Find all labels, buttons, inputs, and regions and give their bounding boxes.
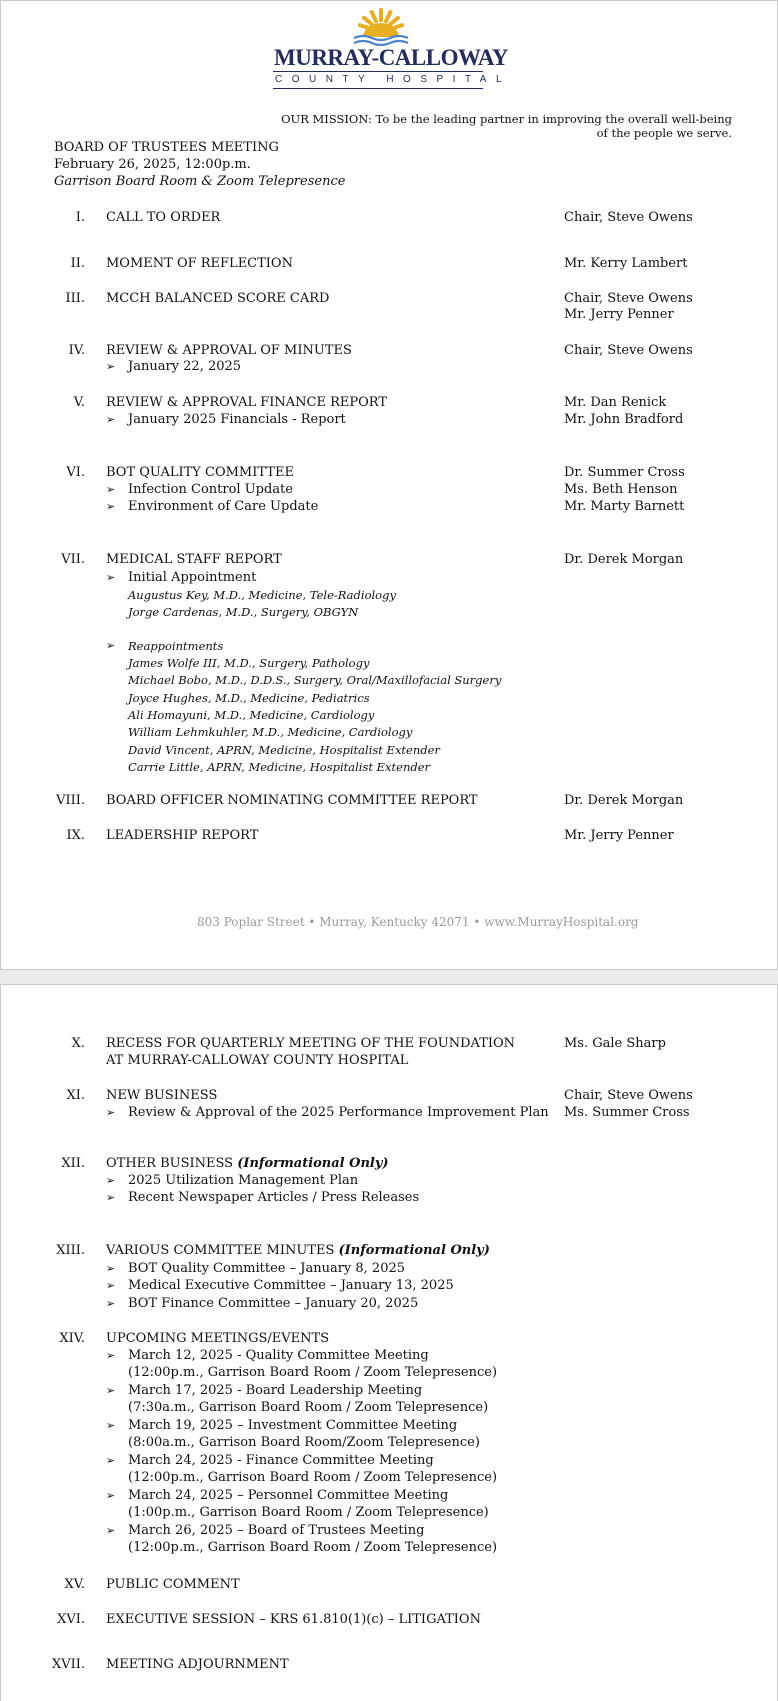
event-detail: (8:00a.m., Garrison Board Room/Zoom Telepresence) [128, 1435, 480, 1450]
item-number: III. [65, 291, 85, 306]
informational-note: (Informational Only) [338, 1243, 490, 1258]
sub-item: January 2025 Financials - Report [128, 412, 346, 427]
presenter: Ms. Summer Cross [564, 1105, 690, 1120]
physician-entry: Michael Bobo, M.D., D.D.S., Surgery, Oral/Maxillofacial Surgery [128, 673, 502, 687]
sub-item: Review & Approval of the 2025 Performance Improvement Plan [128, 1105, 549, 1120]
presenter: Ms. Beth Henson [564, 482, 678, 497]
bullet-arrow-icon: ➢ [106, 1489, 116, 1502]
item-number: XIII. [56, 1243, 85, 1258]
event-detail: (12:00p.m., Garrison Board Room / Zoom Telepresence) [128, 1540, 498, 1555]
logo-rule [273, 71, 483, 72]
presenter: Mr. Dan Renick [564, 395, 667, 410]
agenda-item-title: RECESS FOR QUARTERLY MEETING OF THE FOUNDATION [106, 1036, 516, 1051]
agenda-item-title [106, 1156, 389, 1172]
sub-item: Reappointments [128, 639, 224, 653]
sub-item: Recent Newspaper Articles / Press Releases [128, 1190, 420, 1205]
agenda-item-title: LEADERSHIP REPORT [106, 828, 259, 843]
event-detail: (12:00p.m., Garrison Board Room / Zoom Telepresence) [128, 1470, 498, 1485]
physician-entry: James Wolfe III, M.D., Surgery, Pathology [128, 656, 370, 670]
title-text: OTHER BUSINESS [106, 1156, 234, 1171]
item-number: II. [70, 256, 85, 271]
item-number: X. [71, 1036, 85, 1051]
agenda-item-title: BOT QUALITY COMMITTEE [106, 465, 294, 480]
sub-item: Infection Control Update [128, 482, 293, 497]
agenda-item-title: NEW BUSINESS [106, 1088, 218, 1103]
logo-name: MURRAY-CALLOWAY [274, 45, 509, 70]
bullet-arrow-icon: ➢ [106, 1454, 116, 1467]
item-number: XII. [61, 1156, 85, 1171]
agenda-item-title: REVIEW & APPROVAL OF MINUTES [106, 343, 352, 358]
bullet-arrow-icon: ➢ [106, 360, 116, 373]
physician-entry: Carrie Little, APRN, Medicine, Hospitalist Extender [128, 760, 431, 774]
presenter: Ms. Gale Sharp [564, 1036, 666, 1051]
item-number: XIV. [59, 1331, 85, 1346]
event-detail: (1:00p.m., Garrison Board Room / Zoom Telepresence) [128, 1505, 489, 1520]
sub-item: Initial Appointment [128, 570, 257, 585]
presenter: Dr. Summer Cross [564, 465, 685, 480]
item-number: IX. [66, 828, 85, 843]
bullet-arrow-icon: ➢ [106, 639, 116, 652]
presenter: Mr. Jerry Penner [564, 307, 674, 322]
presenter: Mr. Kerry Lambert [564, 256, 688, 271]
sub-item: 2025 Utilization Management Plan [128, 1173, 359, 1188]
sub-item: BOT Finance Committee – January 20, 2025 [128, 1296, 419, 1311]
item-number: XVI. [57, 1612, 85, 1627]
agenda-item-title: MCCH BALANCED SCORE CARD [106, 291, 330, 306]
bullet-arrow-icon: ➢ [106, 1384, 116, 1397]
meeting-location: Garrison Board Room & Zoom Telepresence [54, 174, 346, 189]
event-line: March 17, 2025 - Board Leadership Meeting [128, 1383, 423, 1398]
item-number: XI. [66, 1088, 85, 1103]
agenda-item-title: MEETING ADJOURNMENT [106, 1657, 289, 1672]
physician-entry: Jorge Cardenas, M.D., Surgery, OBGYN [128, 605, 359, 619]
bullet-arrow-icon: ➢ [106, 500, 116, 513]
bullet-arrow-icon: ➢ [106, 1524, 116, 1537]
agenda-item-title: REVIEW & APPROVAL FINANCE REPORT [106, 395, 388, 410]
item-number: VIII. [56, 793, 85, 808]
page-footer: 803 Poplar Street • Murray, Kentucky 42071 • www.MurrayHospital.org [197, 915, 639, 929]
event-detail: (7:30a.m., Garrison Board Room / Zoom Telepresence) [128, 1400, 489, 1415]
bullet-arrow-icon: ➢ [106, 413, 116, 426]
agenda-item-title: MEDICAL STAFF REPORT [106, 552, 282, 567]
presenter: Chair, Steve Owens [564, 210, 693, 225]
item-number: XV. [64, 1577, 85, 1592]
meeting-date: February 26, 2025, 12:00p.m. [54, 157, 251, 172]
sub-item: Environment of Care Update [128, 499, 319, 514]
bullet-arrow-icon: ➢ [106, 1279, 116, 1292]
presenter: Mr. Marty Barnett [564, 499, 685, 514]
mission-line-1: OUR MISSION: To be the leading partner in improving the overall well-being [281, 112, 732, 126]
event-line: March 12, 2025 - Quality Committee Meeting [128, 1348, 429, 1363]
agenda-item-title: EXECUTIVE SESSION – KRS 61.810(1)(c) – LITIGATION [106, 1612, 481, 1627]
bullet-arrow-icon: ➢ [106, 1174, 116, 1187]
event-detail: (12:00p.m., Garrison Board Room / Zoom Telepresence) [128, 1365, 498, 1380]
bullet-arrow-icon: ➢ [106, 1297, 116, 1310]
agenda-item-title-cont: AT MURRAY-CALLOWAY COUNTY HOSPITAL [106, 1053, 409, 1068]
item-number: I. [75, 210, 85, 225]
presenter: Chair, Steve Owens [564, 1088, 693, 1103]
title-text: VARIOUS COMMITTEE MINUTES [106, 1243, 335, 1258]
bullet-arrow-icon: ➢ [106, 571, 116, 584]
agenda-item-title: MOMENT OF REFLECTION [106, 256, 293, 271]
item-number: VII. [61, 552, 85, 567]
bullet-arrow-icon: ➢ [106, 483, 116, 496]
physician-entry: Ali Homayuni, M.D., Medicine, Cardiology [128, 708, 375, 722]
agenda-item-title: BOARD OFFICER NOMINATING COMMITTEE REPORT [106, 793, 478, 808]
bullet-arrow-icon: ➢ [106, 1349, 116, 1362]
presenter: Mr. John Bradford [564, 412, 684, 427]
physician-entry: Augustus Key, M.D., Medicine, Tele-Radiology [128, 588, 396, 602]
logo-rule-bottom [273, 88, 483, 89]
agenda-item-title: PUBLIC COMMENT [106, 1577, 240, 1592]
presenter: Dr. Derek Morgan [564, 793, 684, 808]
bullet-arrow-icon: ➢ [106, 1262, 116, 1275]
physician-entry: Joyce Hughes, M.D., Medicine, Pediatrics [128, 691, 370, 705]
event-line: March 24, 2025 - Finance Committee Meeting [128, 1453, 434, 1468]
hospital-logo-sun-icon [346, 7, 416, 47]
physician-entry: William Lehmkuhler, M.D., Medicine, Cardiology [128, 725, 413, 739]
presenter: Mr. Jerry Penner [564, 828, 674, 843]
informational-note: (Informational Only) [237, 1156, 389, 1171]
mission-line-2: of the people we serve. [596, 126, 732, 140]
item-number: V. [73, 395, 85, 410]
presenter: Dr. Derek Morgan [564, 552, 684, 567]
item-number: IV. [68, 343, 85, 358]
item-number: VI. [66, 465, 85, 480]
event-line: March 26, 2025 – Board of Trustees Meeting [128, 1523, 425, 1538]
sub-item: BOT Quality Committee – January 8, 2025 [128, 1261, 406, 1276]
agenda-item-title: UPCOMING MEETINGS/EVENTS [106, 1331, 330, 1346]
presenter: Chair, Steve Owens [564, 343, 693, 358]
presenter: Chair, Steve Owens [564, 291, 693, 306]
bullet-arrow-icon: ➢ [106, 1191, 116, 1204]
logo-subtitle: COUNTY HOSPITAL [275, 74, 512, 85]
page-2 [0, 984, 778, 1701]
bullet-arrow-icon: ➢ [106, 1419, 116, 1432]
agenda-item-title: CALL TO ORDER [106, 210, 221, 225]
item-number: XVII. [51, 1657, 85, 1672]
bullet-arrow-icon: ➢ [106, 1106, 116, 1119]
event-line: March 19, 2025 – Investment Committee Meeting [128, 1418, 458, 1433]
physician-entry: David Vincent, APRN, Medicine, Hospitalist Extender [128, 743, 440, 757]
meeting-title: BOARD OF TRUSTEES MEETING [54, 140, 279, 155]
sub-item: January 22, 2025 [128, 359, 242, 374]
sub-item: Medical Executive Committee – January 13, 2025 [128, 1278, 454, 1293]
event-line: March 24, 2025 – Personnel Committee Meeting [128, 1488, 449, 1503]
agenda-item-title [106, 1243, 490, 1259]
